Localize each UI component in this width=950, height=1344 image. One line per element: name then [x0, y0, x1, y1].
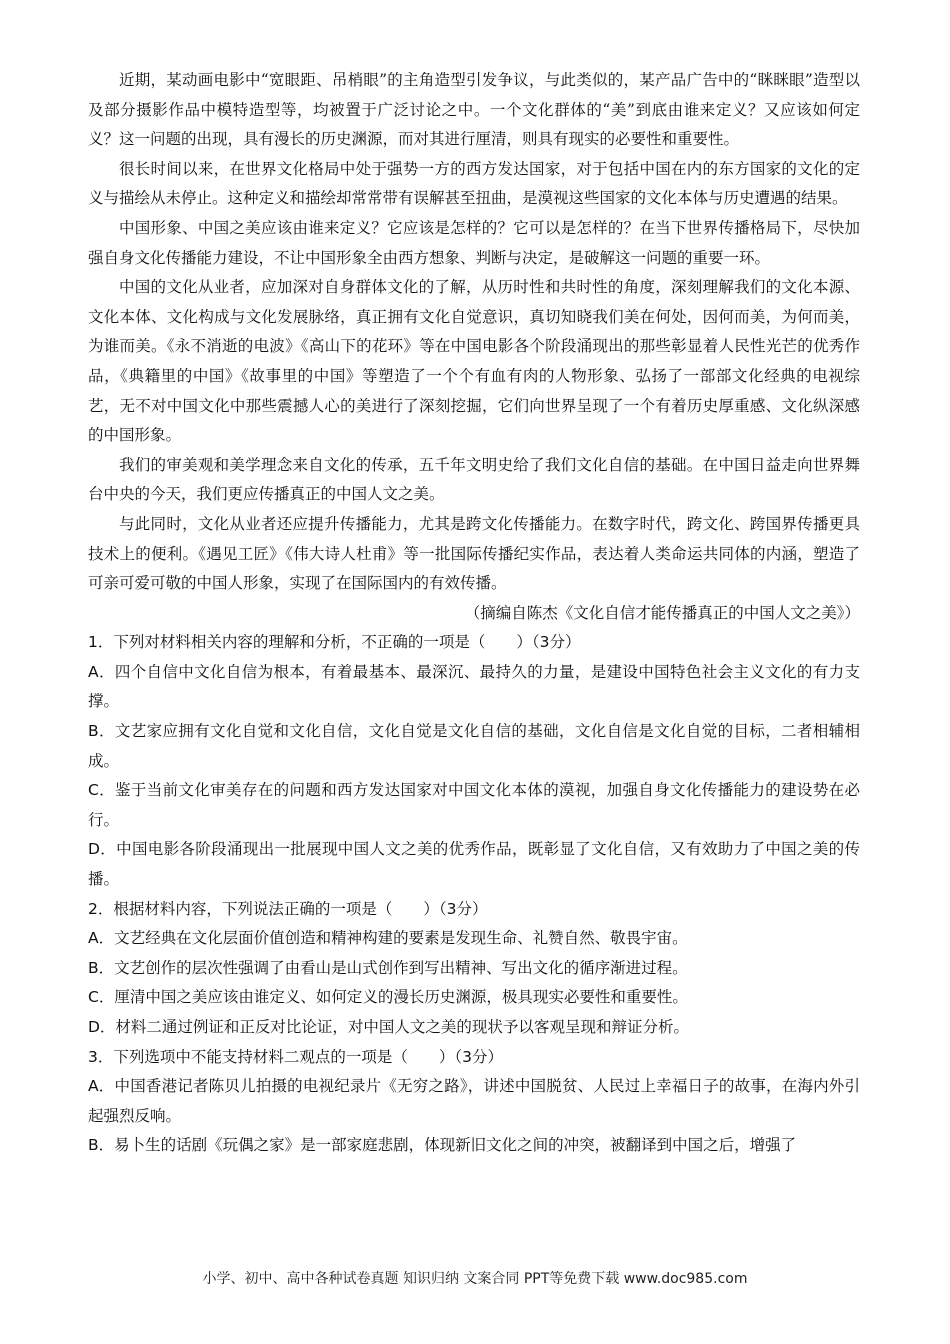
passage-paragraph: 中国的文化从业者，应加深对自身群体文化的了解，从历时性和共时性的角度，深刻理解我们的文化本源、文化本体、文化构成与文化发展脉络，真正拥有文化自觉意识，真切知晓我们美在何处，因何而美，为何而美，为谁而美。《永不消逝的电波》《高山下的花环》等在中国电影各个阶段涌现出的那些彰显着人民性光芒的优秀作品，《典籍里的中国》《故事里的中国》等塑造了一个个有血有肉的人物形象、弘扬了一部部文化经典的电视综艺，无不对中国文化中那些震撼人心的美进行了深刻挖掘，它们向世界呈现了一个有着历史厚重感、文化纵深感的中国形象。 [88, 278, 860, 445]
question-option: A．文艺经典在文化层面价值创造和精神构建的要素是发现生命、礼赞自然、敬畏宇宙。 [88, 929, 688, 948]
question-option: D．中国电影各阶段涌现出一批展现中国人文之美的优秀作品，既彰显了文化自信，又有效助力了中国之美的传播。 [88, 840, 860, 889]
question-3 [88, 1043, 860, 1161]
passage-paragraph: 很长时间以来，在世界文化格局中处于强势一方的西方发达国家，对于包括中国在内的东方国家的文化的定义与描绘从未停止。这种定义和描绘却常常带有误解甚至扭曲，是漠视这些国家的文化本体与历史遭遇的结果。 [88, 159, 860, 208]
passage-paragraph: 我们的审美观和美学理念来自文化的传承，五千年文明史给了我们文化自信的基础。在中国日益走向世界舞台中央的今天，我们更应传播真正的中国人文之美。 [88, 455, 860, 504]
passage-paragraph: 中国形象、中国之美应该由谁来定义？它应该是怎样的？它可以是怎样的？在当下世界传播格局下，尽快加强自身文化传播能力建设，不让中国形象全由西方想象、判断与决定，是破解这一问题的重要一环。 [88, 218, 860, 267]
question-1 [88, 628, 860, 894]
reading-passage [88, 66, 860, 628]
question-2 [88, 895, 860, 1043]
passage-source: （摘编自陈杰《文化自信才能传播真正的中国人文之美》） [464, 603, 860, 622]
exam-page [88, 66, 860, 1161]
passage-paragraph: 近期，某动画电影中“宽眼距、吊梢眼”的主角造型引发争议，与此类似的，某产品广告中的“眯眯眼”造型以及部分摄影作品中模特造型等，均被置于广泛讨论之中。一个文化群体的“美”到底由谁来定义？又应该如何定义？这一问题的出现，具有漫长的历史渊源，而对其进行厘清，则具有现实的必要性和重要性。 [88, 71, 860, 149]
question-stem: 3．下列选项中不能支持材料二观点的一项是（ ）（3分） [88, 1047, 503, 1066]
question-option: D．材料二通过例证和正反对比论证，对中国人文之美的现状予以客观呈现和辩证分析。 [88, 1018, 689, 1036]
passage-paragraph: 与此同时，文化从业者还应提升传播能力，尤其是跨文化传播能力。在数字时代，跨文化、跨国界传播更具技术上的便利。《遇见工匠》《伟大诗人杜甫》等一批国际传播纪实作品，表达着人类命运共同体的内涵，塑造了可亲可爱可敬的中国人形象，实现了在国际国内的有效传播。 [88, 514, 860, 593]
page-footer: 小学、初中、高中各种试卷真题 知识归纳 文案合同 PPT等免费下载 www.doc985.com [202, 1271, 748, 1287]
question-option: A．四个自信中文化自信为根本，有着最基本、最深沉、最持久的力量，是建设中国特色社会主义文化的有力支撑。 [88, 662, 860, 711]
question-stem: 2．根据材料内容，下列说法正确的一项是（ ）（3分） [88, 899, 488, 918]
question-option: B．文艺家应拥有文化自觉和文化自信，文化自觉是文化自信的基础，文化自信是文化自觉的目标，二者相辅相成。 [88, 722, 860, 770]
question-option: C．鉴于当前文化审美存在的问题和西方发达国家对中国文化本体的漠视，加强自身文化传播能力的建设势在必行。 [88, 781, 860, 829]
question-stem: 1．下列对材料相关内容的理解和分析，不正确的一项是（ ）（3分） [88, 633, 581, 652]
question-option: C．厘清中国之美应该由谁定义、如何定义的漫长历史渊源，极具现实必要性和重要性。 [88, 988, 688, 1007]
question-option: B．文艺创作的层次性强调了由看山是山式创作到写出精神、写出文化的循序渐进过程。 [88, 958, 688, 977]
question-option: A．中国香港记者陈贝儿拍摄的电视纪录片《无穷之路》，讲述中国脱贫、人民过上幸福日子的故事，在海内外引起强烈反响。 [88, 1077, 860, 1125]
question-option: B．易卜生的话剧《玩偶之家》是一部家庭悲剧，体现新旧文化之间的冲突，被翻译到中国之后，增强了 [88, 1136, 797, 1155]
